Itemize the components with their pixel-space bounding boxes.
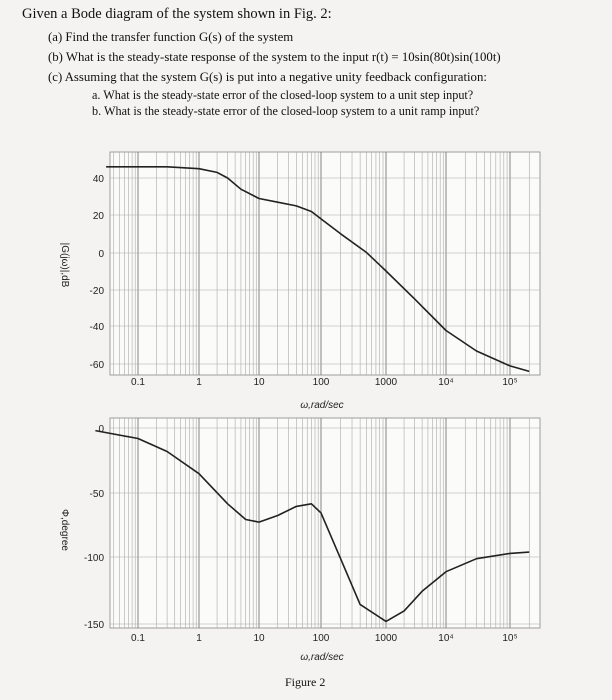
y-tick-label: -50	[89, 489, 104, 500]
x-axis-label: ω,rad/sec	[300, 400, 344, 411]
figure-caption: Figure 2	[285, 675, 326, 689]
y-tick-label: -60	[89, 360, 104, 371]
y-axis-label: |G(jω)|,dB	[59, 242, 70, 288]
x-tick-label: 1	[196, 377, 202, 388]
problem-part-c: (c) Assuming that the system G(s) is put into a negative unity feedback configuration:	[48, 70, 487, 84]
y-tick-label: 40	[92, 174, 104, 185]
problem-part-a: (a) Find the transfer function G(s) of the system	[48, 30, 294, 44]
x-tick-label: 1000	[374, 377, 398, 388]
x-tick-label: 100	[312, 633, 330, 644]
x-tick-label: 100	[312, 377, 330, 388]
x-tick-label: 0.1	[131, 377, 145, 388]
y-tick-label: -150	[83, 620, 104, 631]
y-tick-label: 0	[98, 249, 104, 260]
x-tick-label: 10⁴	[438, 633, 454, 644]
problem-part-b: (b) What is the steady-state response of the system to the input r(t) = 10sin(80t)sin(100t)	[48, 50, 501, 64]
x-tick-label: 10⁵	[502, 377, 518, 388]
y-axis-label: Φ,degree	[59, 509, 70, 551]
x-tick-label: 10	[253, 633, 265, 644]
x-tick-label: 10⁵	[502, 633, 518, 644]
y-tick-label: -40	[89, 322, 104, 333]
x-tick-label: 1000	[374, 633, 398, 644]
problem-part-c-i: a. What is the steady-state error of the closed-loop system to a unit step input?	[92, 88, 474, 102]
x-tick-label: 10⁴	[438, 377, 454, 388]
y-tick-label: 0	[98, 424, 104, 435]
y-tick-label: -20	[89, 286, 104, 297]
x-tick-label: 0.1	[131, 633, 145, 644]
problem-part-c-ii: b. What is the steady-state error of the closed-loop system to a unit ramp input?	[92, 104, 480, 118]
magnitude-plot	[59, 152, 540, 411]
x-tick-label: 10	[253, 377, 265, 388]
problem-title: Given a Bode diagram of the system shown in Fig. 2:	[22, 6, 332, 22]
x-axis-label: ω,rad/sec	[300, 652, 344, 663]
y-tick-label: 20	[92, 211, 104, 222]
phase-plot	[59, 418, 540, 663]
x-tick-label: 1	[196, 633, 202, 644]
y-tick-label: -100	[83, 553, 104, 564]
